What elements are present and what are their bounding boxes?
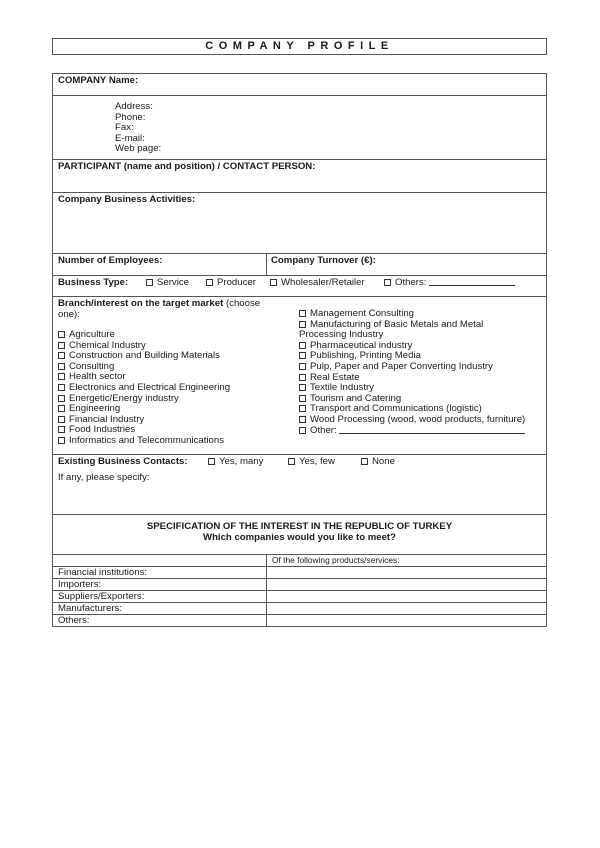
branch-option-other[interactable]: Other: [299, 426, 525, 437]
specification-heading-row [53, 515, 546, 555]
branch-option[interactable]: Financial Industry [58, 415, 230, 426]
checkbox-icon[interactable] [299, 374, 306, 381]
row-label: Suppliers/Exporters: [58, 591, 145, 602]
checkbox-icon[interactable] [299, 342, 306, 349]
checkbox-icon[interactable] [58, 426, 65, 433]
checkbox-icon[interactable] [58, 352, 65, 359]
page-title: COMPANY PROFILE [52, 38, 547, 55]
table-row[interactable] [53, 579, 546, 591]
contacts-specify-label: If any, please specify: [58, 472, 150, 483]
branch-option[interactable]: Food Industries [58, 425, 230, 436]
checkbox-icon[interactable] [58, 405, 65, 412]
company-profile-form [52, 73, 547, 627]
activities-row [53, 193, 546, 254]
contacts-none[interactable]: None [361, 456, 395, 467]
other-input-line[interactable] [339, 433, 525, 434]
turnover-label: Company Turnover (€): [271, 255, 376, 266]
branch-option[interactable]: Wood Processing (wood, wood products, furniture) [299, 415, 525, 426]
participant-label: PARTICIPANT (name and position) / CONTACT PERSON: [58, 161, 316, 172]
row-label: Manufacturers: [58, 603, 122, 614]
branch-label-note: one): [58, 309, 80, 320]
branch-list-right [299, 309, 525, 436]
checkbox-icon[interactable] [299, 352, 306, 359]
checkbox-icon[interactable] [299, 310, 306, 317]
checkbox-icon[interactable] [288, 458, 295, 465]
checkbox-icon[interactable] [208, 458, 215, 465]
table-row[interactable] [53, 567, 546, 579]
branch-option[interactable]: Informatics and Telecommunications [58, 436, 230, 447]
fax-field[interactable]: Fax: [115, 122, 134, 134]
checkbox-icon[interactable] [299, 395, 306, 402]
participant-row [53, 160, 546, 193]
branch-option[interactable]: Transport and Communications (logistic) [299, 404, 525, 415]
checkbox-icon[interactable] [58, 437, 65, 444]
branch-option[interactable]: Energetic/Energy industry [58, 394, 230, 405]
table-row[interactable] [53, 615, 546, 627]
branch-option[interactable]: Real Estate [299, 373, 525, 384]
table-row[interactable] [53, 591, 546, 603]
specification-table [53, 555, 546, 627]
branch-option[interactable]: Textile Industry [299, 383, 525, 394]
web-page-field[interactable]: Web page: [115, 143, 162, 155]
checkbox-icon[interactable] [206, 279, 213, 286]
branch-option[interactable]: Management Consulting [299, 309, 525, 320]
employees-turnover-row [53, 254, 546, 276]
branch-list-left [58, 330, 230, 447]
branch-label: Branch/interest on the target market (choose [58, 298, 261, 309]
branch-option[interactable]: Manufacturing of Basic Metals and Metal [299, 320, 525, 331]
business-type-label: Business Type: [58, 277, 129, 288]
specification-subheading: Which companies would you like to meet? [203, 532, 396, 543]
checkbox-icon[interactable] [58, 342, 65, 349]
checkbox-icon[interactable] [299, 321, 306, 328]
checkbox-icon[interactable] [299, 427, 306, 434]
branch-option[interactable]: Publishing, Printing Media [299, 351, 525, 362]
contacts-row [53, 455, 546, 515]
branch-option[interactable]: Health sector [58, 372, 230, 383]
branch-option[interactable]: Construction and Building Materials [58, 351, 230, 362]
specification-heading: SPECIFICATION OF THE INTEREST IN THE REPUBLIC OF TURKEY [146, 521, 453, 532]
checkbox-icon[interactable] [58, 416, 65, 423]
branch-row [53, 297, 546, 455]
employees-label: Number of Employees: [58, 255, 163, 266]
checkbox-icon[interactable] [270, 279, 277, 286]
checkbox-icon[interactable] [146, 279, 153, 286]
checkbox-icon[interactable] [299, 363, 306, 370]
checkbox-icon[interactable] [299, 384, 306, 391]
checkbox-icon[interactable] [58, 331, 65, 338]
table-row[interactable] [53, 603, 546, 615]
checkbox-icon[interactable] [58, 395, 65, 402]
branch-option[interactable]: Chemical Industry [58, 341, 230, 352]
branch-option[interactable]: Tourism and Catering [299, 394, 525, 405]
branch-option[interactable]: Electronics and Electrical Engineering [58, 383, 230, 394]
checkbox-icon[interactable] [58, 384, 65, 391]
checkbox-icon[interactable] [384, 279, 391, 286]
business-type-producer[interactable]: Producer [206, 277, 256, 288]
branch-option[interactable]: Consulting [58, 362, 230, 373]
email-field[interactable]: E-mail: [115, 132, 145, 144]
table-header-row [53, 555, 546, 567]
row-label: Others: [58, 615, 90, 626]
others-input-line[interactable] [429, 285, 515, 286]
checkbox-icon[interactable] [361, 458, 368, 465]
branch-option[interactable]: Agriculture [58, 330, 230, 341]
address-field[interactable]: Address: [115, 101, 153, 112]
checkbox-icon[interactable] [58, 363, 65, 370]
business-type-row [53, 276, 546, 297]
column-header: Of the following products/services: [272, 555, 400, 565]
contacts-label: Existing Business Contacts: [58, 456, 188, 467]
branch-option[interactable]: Engineering [58, 404, 230, 415]
checkbox-icon[interactable] [299, 405, 306, 412]
row-label: Financial institutions: [58, 567, 148, 578]
branch-option[interactable]: Pharmaceutical industry [299, 341, 525, 352]
activities-label: Company Business Activities: [58, 194, 196, 205]
checkbox-icon[interactable] [299, 416, 306, 423]
contact-fields-list [115, 102, 161, 155]
business-type-others[interactable]: Others: [384, 277, 515, 288]
column-divider [266, 254, 267, 275]
phone-field[interactable]: Phone: [115, 111, 146, 123]
row-label: Importers: [58, 579, 102, 590]
contacts-yes-few[interactable]: Yes, few [288, 456, 335, 467]
contact-details-row [53, 96, 546, 160]
branch-option[interactable]: Pulp, Paper and Paper Converting Industry [299, 362, 525, 373]
company-name-label: COMPANY Name: [58, 75, 139, 86]
contacts-yes-many[interactable]: Yes, many [208, 456, 263, 467]
business-type-service[interactable]: Service [146, 277, 189, 288]
company-name-row [53, 74, 546, 96]
checkbox-icon[interactable] [58, 373, 65, 380]
branch-option-continuation: Processing Industry [299, 329, 384, 341]
business-type-wholesaler[interactable]: Wholesaler/Retailer [270, 277, 365, 288]
